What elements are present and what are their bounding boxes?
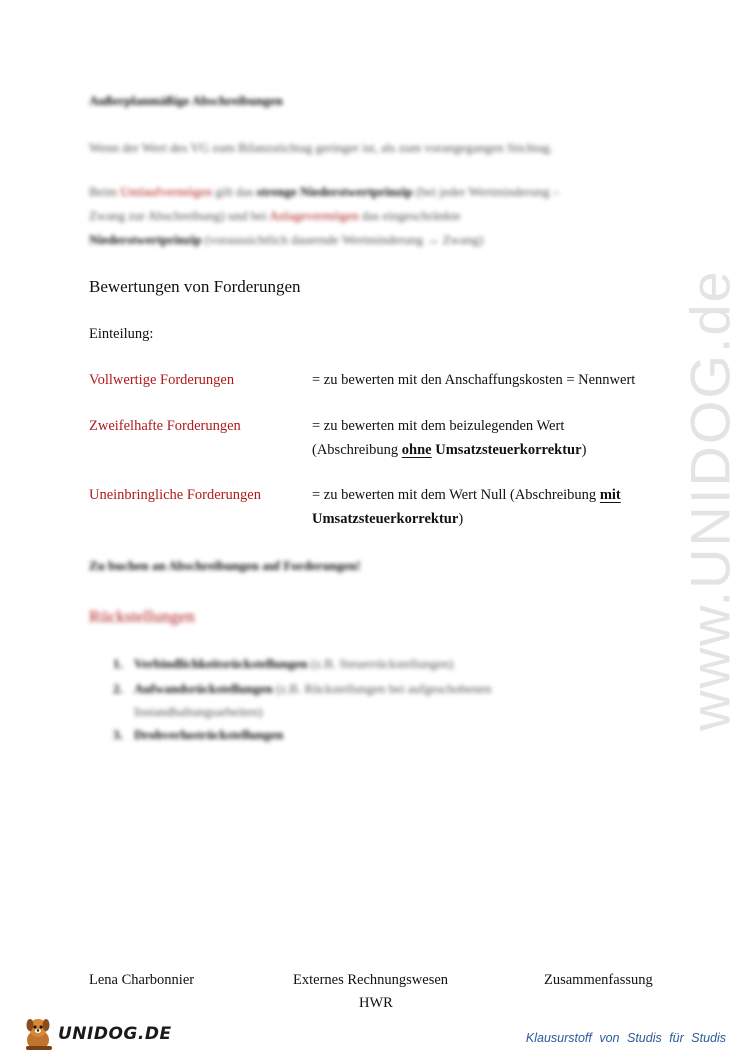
desc-uneinbringliche-2: [312, 511, 463, 528]
list-bold: Aufwandsrückstellungen: [134, 681, 273, 696]
section-intro: Einteilung:: [89, 326, 154, 342]
list-bold: Verbindlichkeitsrückstellungen: [134, 656, 308, 671]
blurred-line-3: [89, 208, 460, 224]
desc-vollwertige: = zu bewerten mit den Anschaffungskosten = Nennwert: [312, 372, 636, 388]
blurred-rueckstellungen-heading: Rückstellungen: [89, 607, 195, 626]
blurred-line-2-red: Umlaufvermögen: [120, 184, 213, 199]
watermark-text: www.UNIDOG.de: [678, 269, 742, 731]
desc-zweifelhafte-2c: ): [581, 442, 587, 458]
logo-text: UNIDOG.DE: [58, 1024, 172, 1044]
desc-zweifelhafte-2: [312, 442, 586, 459]
list-num: 1.: [113, 656, 123, 671]
footer-author: Lena Charbonnier: [89, 972, 195, 988]
unidog-logo[interactable]: [22, 1016, 172, 1052]
desc-uneinbringliche-2c: ): [458, 511, 464, 527]
list-num: 3.: [113, 727, 123, 742]
blurred-line-3-red: Anlagevermögen: [269, 208, 359, 223]
desc-uneinbringliche-1: [312, 487, 621, 504]
term-uneinbringliche: Uneinbringliche Forderungen: [89, 487, 261, 503]
blurred-line-2-a: Beim: [89, 184, 121, 199]
blurred-line-4-bold: Niederstwertprinzip: [89, 232, 202, 247]
dog-mascot-icon: [22, 1016, 56, 1052]
list-bold: Drohverlustrückstellungen: [134, 727, 284, 742]
term-vollwertige: Vollwertige Forderungen: [89, 372, 235, 388]
desc-zweifelhafte-1: = zu bewerten mit dem beizulegenden Wert: [312, 418, 565, 434]
section-title: Bewertungen von Forderungen: [89, 277, 301, 296]
blurred-line-2-bold: strenge Niederstwertprinzip: [256, 184, 413, 199]
desc-zweifelhafte-bold: Umsatzsteuerkorrektur: [431, 442, 582, 458]
blurred-line-2-b: gilt das: [212, 184, 257, 199]
blurred-line-1: Wenn der Wert des VG zum Bilanzstichtag geringer ist, als zum vorangegangen Stichtag.: [89, 140, 553, 155]
desc-zweifelhafte-2a: (Abschreibung: [312, 442, 402, 458]
list-item-continuation: Instandhaltungsarbeiten): [134, 704, 263, 719]
blurred-line-2-c: (bei jeder Wertminderung –: [412, 184, 560, 199]
footer-type: Zusammenfassung: [544, 972, 653, 988]
blurred-line-3-a: Zwang zur Abschreibung) und bei: [89, 208, 270, 223]
footer-course: Externes Rechnungswesen: [293, 972, 449, 988]
desc-uneinbringliche-bold: Umsatzsteuerkorrektur: [312, 511, 459, 527]
blurred-line-4-b: (voraussichtlich dauernde Wertminderung → Zwang): [201, 232, 484, 247]
blurred-note: Zu buchen an Abschreibungen auf Forderungen!: [89, 558, 361, 573]
list-rest: (z.B. Rückstellungen bei aufgeschobenen: [272, 681, 492, 696]
list-item: [113, 656, 453, 672]
desc-zweifelhafte-ohne: ohne: [401, 442, 432, 458]
list-rest: (z.B. Steuerrückstellungen): [307, 656, 454, 671]
blurred-line-3-b: das eingeschränkte: [358, 208, 461, 223]
blurred-line-2: [89, 184, 559, 200]
tagline: Klausurstoff von Studis für Studis: [525, 1031, 726, 1045]
list-item: [113, 727, 283, 743]
blurred-heading: Außerplanmäßige Abschreibungen: [89, 93, 283, 108]
term-zweifelhafte: Zweifelhafte Forderungen: [89, 418, 241, 434]
footer-school: HWR: [359, 995, 393, 1011]
list-item: [113, 681, 491, 697]
desc-uneinbringliche-mit: mit: [599, 487, 621, 503]
list-num: 2.: [113, 681, 123, 696]
blurred-line-4: [89, 232, 483, 248]
desc-uneinbringliche-1a: = zu bewerten mit dem Wert Null (Abschreibung: [312, 487, 600, 503]
